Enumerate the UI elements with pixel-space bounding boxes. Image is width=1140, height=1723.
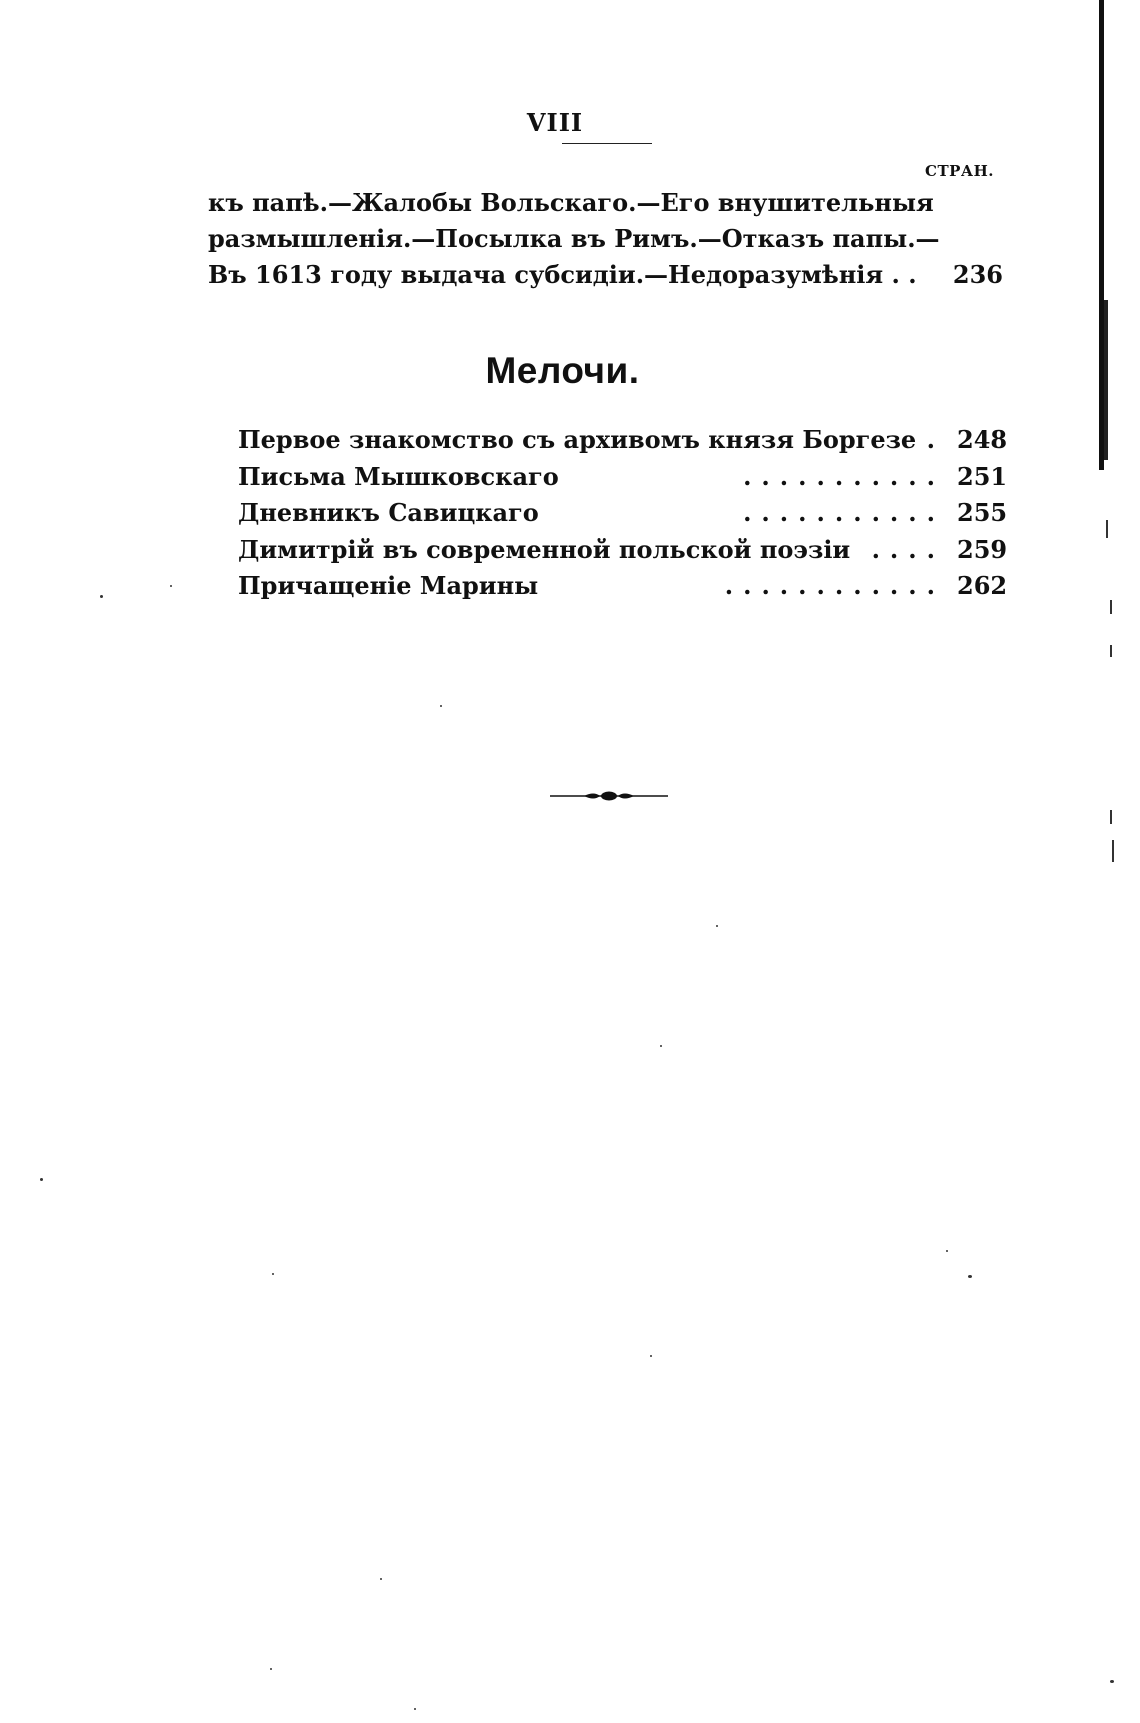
page-number: VIII (526, 108, 584, 137)
paper-speck (716, 925, 718, 927)
section-title: Мелочи. (485, 350, 640, 391)
toc-entry-leader: .... (871, 534, 945, 564)
continuation-line-text: Въ 1613 году выдача субсидіи.—Недоразумѣнія . . (208, 260, 917, 289)
toc-entry-page: 259 (957, 534, 1008, 564)
tailpiece-ornament-icon (550, 790, 668, 802)
paper-speck (946, 1250, 948, 1252)
edge-mark (1106, 520, 1108, 538)
continuation-line: размышленія.—Посылка въ Римъ.—Отказъ папы.— (208, 224, 940, 253)
toc-entry-leader: ........... (743, 498, 945, 527)
toc-entry-title: Дневникъ Савицкаго (238, 498, 539, 527)
toc-entry-title: Первое знакомство съ архивомъ князя Боргезе (238, 425, 917, 454)
paper-speck (1110, 1680, 1114, 1683)
toc-entry (238, 498, 1008, 535)
continuation-line-last (208, 257, 1003, 293)
toc-entry-page: 248 (957, 425, 1008, 454)
paper-speck (170, 585, 172, 587)
paper-speck (100, 595, 103, 598)
toc-entry (238, 534, 1008, 572)
continuation-line: къ папѣ.—Жалобы Вольскаго.—Его внушительныя (208, 188, 934, 217)
edge-mark (1110, 645, 1112, 657)
toc-entry-title: Димитрій въ современной польской поэзіи (238, 534, 851, 564)
toc-entry-page: 262 (957, 571, 1008, 600)
page-column-label: СТРАН. (925, 162, 994, 180)
continuation-page-ref: 236 (952, 260, 1003, 289)
toc-entry-page: 255 (957, 498, 1008, 527)
edge-mark (1110, 810, 1112, 824)
paper-speck (380, 1578, 382, 1580)
toc-entry-leader: ........... (743, 461, 945, 491)
toc-entry-page: 251 (957, 461, 1008, 491)
paper-speck (440, 705, 442, 707)
toc-entry (238, 571, 1008, 608)
paper-speck (968, 1275, 972, 1278)
paper-speck (270, 1668, 272, 1670)
toc-entry (238, 461, 1008, 499)
toc-entry-leader: . (926, 425, 945, 454)
toc-entry-leader: ............ (724, 571, 945, 600)
paper-speck (650, 1355, 652, 1357)
paper-speck (660, 1045, 662, 1047)
edge-mark (1112, 840, 1114, 862)
paper-speck (40, 1178, 43, 1181)
paper-speck (272, 1273, 274, 1275)
toc-entry-title: Письма Мышковскаго (238, 461, 559, 491)
toc-entry (238, 425, 1008, 462)
page-number-rule (562, 143, 652, 144)
continuation-entry (208, 185, 1003, 293)
toc-entry-title: Причащеніе Марины (238, 571, 539, 600)
toc-list (238, 425, 1008, 608)
edge-mark (1110, 600, 1112, 614)
paper-speck (414, 1708, 416, 1710)
